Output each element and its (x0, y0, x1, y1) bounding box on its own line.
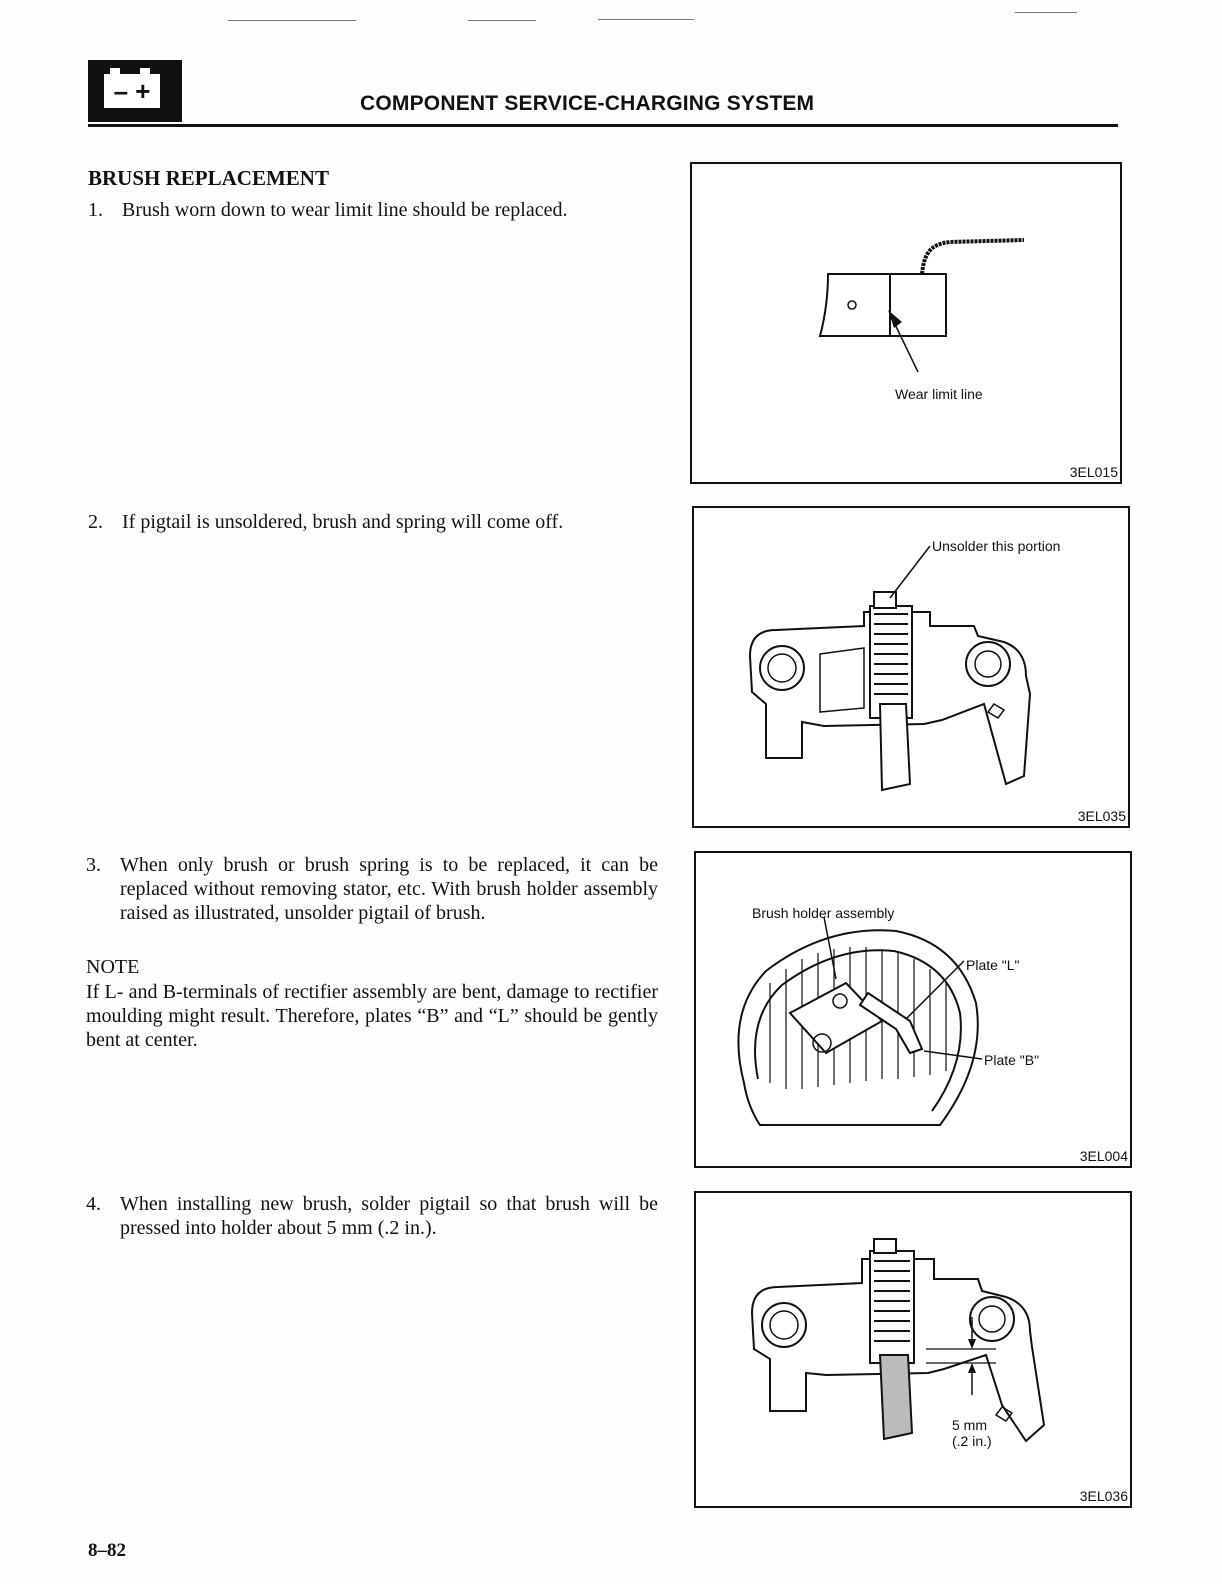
label-plate-b: Plate "B" (984, 1052, 1040, 1068)
figure-wear-limit (690, 162, 1122, 484)
figure-code: 3EL035 (1077, 808, 1126, 824)
stator-illustration (696, 853, 1130, 1166)
figure-code: 3EL036 (1079, 1488, 1128, 1504)
label-unsolder-portion: Unsolder this portion (932, 538, 1061, 554)
label-2-in: (.2 in.) (952, 1433, 992, 1449)
figure-code: 3EL004 (1079, 1148, 1128, 1164)
label-plate-l: Plate "L" (966, 957, 1020, 973)
battery-icon (88, 60, 182, 122)
label-wear-limit-line: Wear limit line (895, 386, 983, 402)
step-text: When only brush or brush spring is to be replaced, it can be replaced without removing stator, etc. With brush holder assembly raised as illustrated, unsolder pigtail of brush. (120, 854, 658, 924)
header-rule (88, 124, 1118, 127)
page-title: COMPONENT SERVICE-CHARGING SYSTEM (360, 92, 815, 115)
step-number: 1. (88, 199, 103, 221)
figure-brush-install-depth (694, 1191, 1132, 1508)
brush-illustration (692, 164, 1120, 482)
label-5-mm: 5 mm (952, 1417, 987, 1433)
step-number: 3. (86, 854, 101, 876)
section-title: BRUSH REPLACEMENT (88, 166, 329, 190)
figure-brush-holder-assembly (694, 851, 1132, 1168)
battery-icon-symbols: – + (104, 74, 160, 108)
step-text: If pigtail is unsoldered, brush and spring will come off. (122, 511, 564, 533)
figure-code: 3EL015 (1069, 464, 1118, 480)
step-number: 2. (88, 511, 103, 533)
note-text: If L- and B-terminals of rectifier assembly are bent, damage to rectifier moulding might result. Therefore, plates “B” and “L” should be gently bent at center. (86, 981, 658, 1051)
brush-holder-illustration (694, 508, 1128, 826)
note-label: NOTE (86, 956, 140, 978)
step-number: 4. (86, 1193, 101, 1215)
page-number: 8–82 (88, 1540, 126, 1561)
figure-unsolder-portion (692, 506, 1130, 828)
step-text: Brush worn down to wear limit line should be replaced. (122, 199, 568, 221)
label-brush-holder-assembly: Brush holder assembly (752, 905, 895, 921)
step-text: When installing new brush, solder pigtail so that brush will be pressed into holder about 5 mm (.2 in.). (120, 1193, 658, 1239)
brush-install-illustration (696, 1193, 1130, 1506)
